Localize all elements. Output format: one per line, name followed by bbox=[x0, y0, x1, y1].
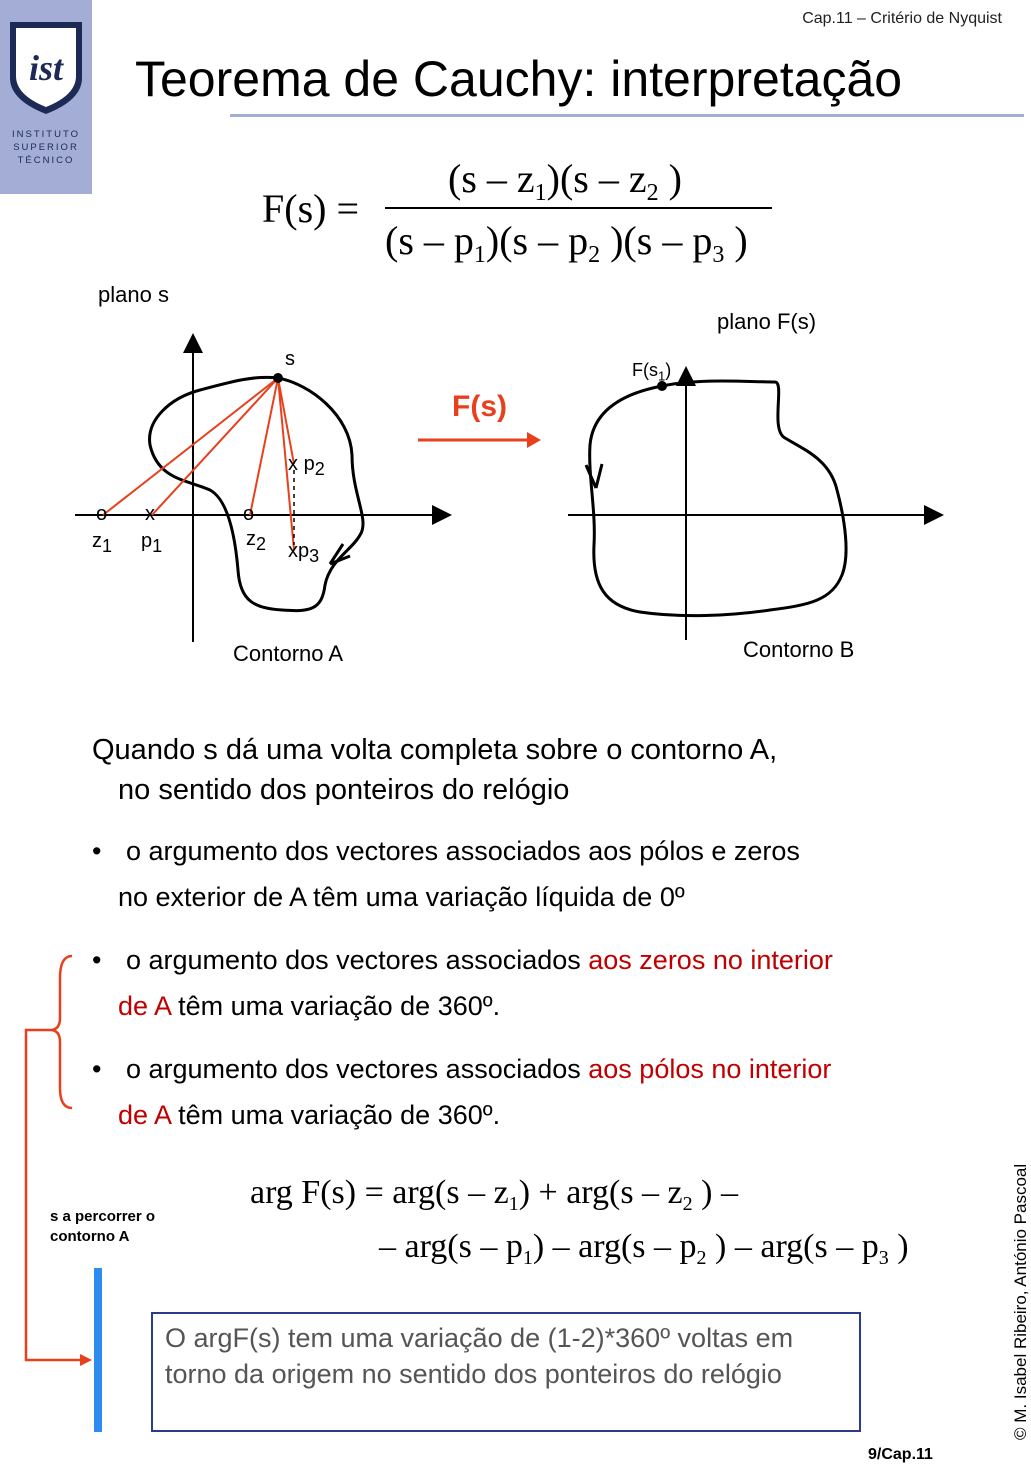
vector-z2 bbox=[250, 378, 278, 515]
bullet-highlight: de A bbox=[118, 1100, 171, 1130]
bullet-dot: • bbox=[92, 945, 102, 975]
bullet-poles bbox=[92, 1046, 942, 1138]
bullet-highlight: aos zeros no interior bbox=[588, 945, 833, 975]
side-note-line: contorno A bbox=[50, 1228, 130, 1245]
intro-paragraph bbox=[92, 730, 952, 810]
title-underline bbox=[230, 114, 1024, 117]
svg-text:ist: ist bbox=[28, 48, 64, 88]
point-s bbox=[273, 373, 283, 383]
arg-formula-line-2: – $arg(s - p_1) - arg(s - p_2$ ) – $arg(s - p_3$ ) bbox=[379, 1228, 909, 1269]
side-note-line: s a percorrer o bbox=[50, 1208, 156, 1225]
formula-denominator: $(s - p_1)(s - p_2$ )($s - p_3$ ) bbox=[385, 218, 748, 268]
intro-line-1: Quando s dá uma volta completa sobre o contorno A, bbox=[92, 734, 778, 766]
contour-b-label: Contorno B bbox=[743, 637, 855, 662]
s-plane-diagram bbox=[60, 320, 480, 660]
p2-label: p bbox=[303, 453, 315, 475]
logo-line: INSTITUTO bbox=[12, 129, 80, 140]
fs1-close: ) bbox=[665, 360, 672, 380]
connector-line bbox=[26, 1030, 84, 1360]
vector-z1 bbox=[103, 378, 278, 515]
pole-x: x bbox=[288, 540, 298, 562]
blue-accent-bar bbox=[94, 1268, 102, 1432]
bullet-line bbox=[92, 983, 942, 1029]
plane-s-label: plano s bbox=[98, 282, 169, 307]
z1-text: z bbox=[92, 530, 102, 552]
bullet-line bbox=[92, 1092, 942, 1138]
bullet-dot: • bbox=[92, 836, 102, 866]
p1-label bbox=[141, 530, 162, 557]
bullet-text: o argumento dos vectores associados bbox=[126, 1054, 589, 1084]
p3-label: p bbox=[298, 540, 310, 562]
z1-subscript: 1 bbox=[102, 536, 113, 556]
p1-subscript: 1 bbox=[152, 536, 163, 556]
logo-text bbox=[0, 128, 92, 167]
bullet-zeros bbox=[92, 937, 942, 1029]
p3-subscript: 3 bbox=[309, 546, 320, 566]
contour-a-label: Contorno A bbox=[233, 641, 344, 666]
logo-line: SUPERIOR bbox=[13, 142, 79, 153]
s-label: s bbox=[285, 348, 295, 370]
contour-a-direction-arrow bbox=[330, 544, 350, 564]
mapping-arrow-icon bbox=[415, 428, 545, 452]
bullet-line bbox=[92, 1046, 942, 1092]
logo-line: TÉCNICO bbox=[17, 155, 75, 166]
fs1-subscript: 1 bbox=[658, 368, 666, 384]
bullet-highlight: aos pólos no interior bbox=[588, 1054, 832, 1084]
ist-shield-icon bbox=[0, 0, 92, 125]
p2-subscript: 2 bbox=[314, 459, 325, 479]
bullet-text: no exterior de A têm uma variação líquida de 0º bbox=[118, 882, 685, 912]
transfer-function-formula bbox=[250, 150, 790, 270]
p1-text: p bbox=[141, 530, 153, 552]
bullet-exterior bbox=[92, 828, 942, 920]
formula-lhs: F(s) = bbox=[262, 186, 360, 231]
pole-x: x bbox=[288, 453, 298, 475]
bullet-highlight: de A bbox=[118, 991, 171, 1021]
conclusion-box: O argF(s) tem uma variação de (1-2)*360º voltas em torno da origem no sentido dos ponteiros do relógio bbox=[151, 1312, 861, 1432]
z1-marker: o bbox=[96, 503, 108, 525]
chapter-header: Cap.11 – Critério de Nyquist bbox=[802, 10, 1002, 27]
vector-p2 bbox=[278, 378, 294, 464]
bullet-text: têm uma variação de 360º. bbox=[170, 1100, 501, 1130]
connector-arrowhead-icon bbox=[80, 1354, 92, 1366]
z2-text: z bbox=[246, 528, 256, 550]
bullet-dot: • bbox=[92, 1054, 102, 1084]
z2-subscript: 2 bbox=[256, 534, 267, 554]
bullet-line bbox=[92, 828, 942, 874]
intro-line-2: no sentido dos ponteiros do relógio bbox=[118, 774, 570, 806]
z1-label bbox=[92, 530, 112, 557]
formula-numerator: $(s - z_1)(s - z_2$ ) bbox=[448, 156, 682, 206]
contour-a bbox=[150, 377, 363, 610]
contour-b bbox=[590, 381, 846, 616]
bullet-text: o argumento dos vectores associados bbox=[126, 945, 589, 975]
curly-brace-icon bbox=[50, 956, 72, 1108]
fs-plane-diagram bbox=[560, 360, 960, 650]
bullet-text: têm uma variação de 360º. bbox=[170, 991, 501, 1021]
p1-marker: x bbox=[145, 503, 155, 525]
brace-connector bbox=[18, 948, 80, 1368]
bullet-line bbox=[92, 937, 942, 983]
fs1-text: F(s bbox=[632, 360, 658, 380]
page-number: 9/Cap.11 bbox=[868, 1446, 933, 1463]
contour-b-direction-arrow bbox=[586, 464, 602, 488]
fs1-label bbox=[632, 360, 671, 384]
copyright: © M. Isabel Ribeiro, António Pascoal bbox=[1011, 1163, 1030, 1440]
p3-marker bbox=[288, 540, 319, 567]
mapping-label: F(s) bbox=[452, 390, 507, 423]
p2-marker bbox=[288, 453, 325, 480]
bullet-text: o argumento dos vectores associados aos pólos e zeros bbox=[126, 836, 800, 866]
argument-formula bbox=[245, 1165, 965, 1277]
z2-marker: o bbox=[243, 503, 255, 525]
side-note bbox=[50, 1207, 155, 1247]
page-title: Teorema de Cauchy: interpretação bbox=[135, 51, 903, 107]
plane-fs-label: plano F(s) bbox=[717, 309, 817, 334]
arg-formula-line-1: arg $F(s) = arg(s - z_1) + arg(s - z_2$ ) – bbox=[250, 1174, 738, 1215]
z2-label bbox=[246, 528, 266, 555]
